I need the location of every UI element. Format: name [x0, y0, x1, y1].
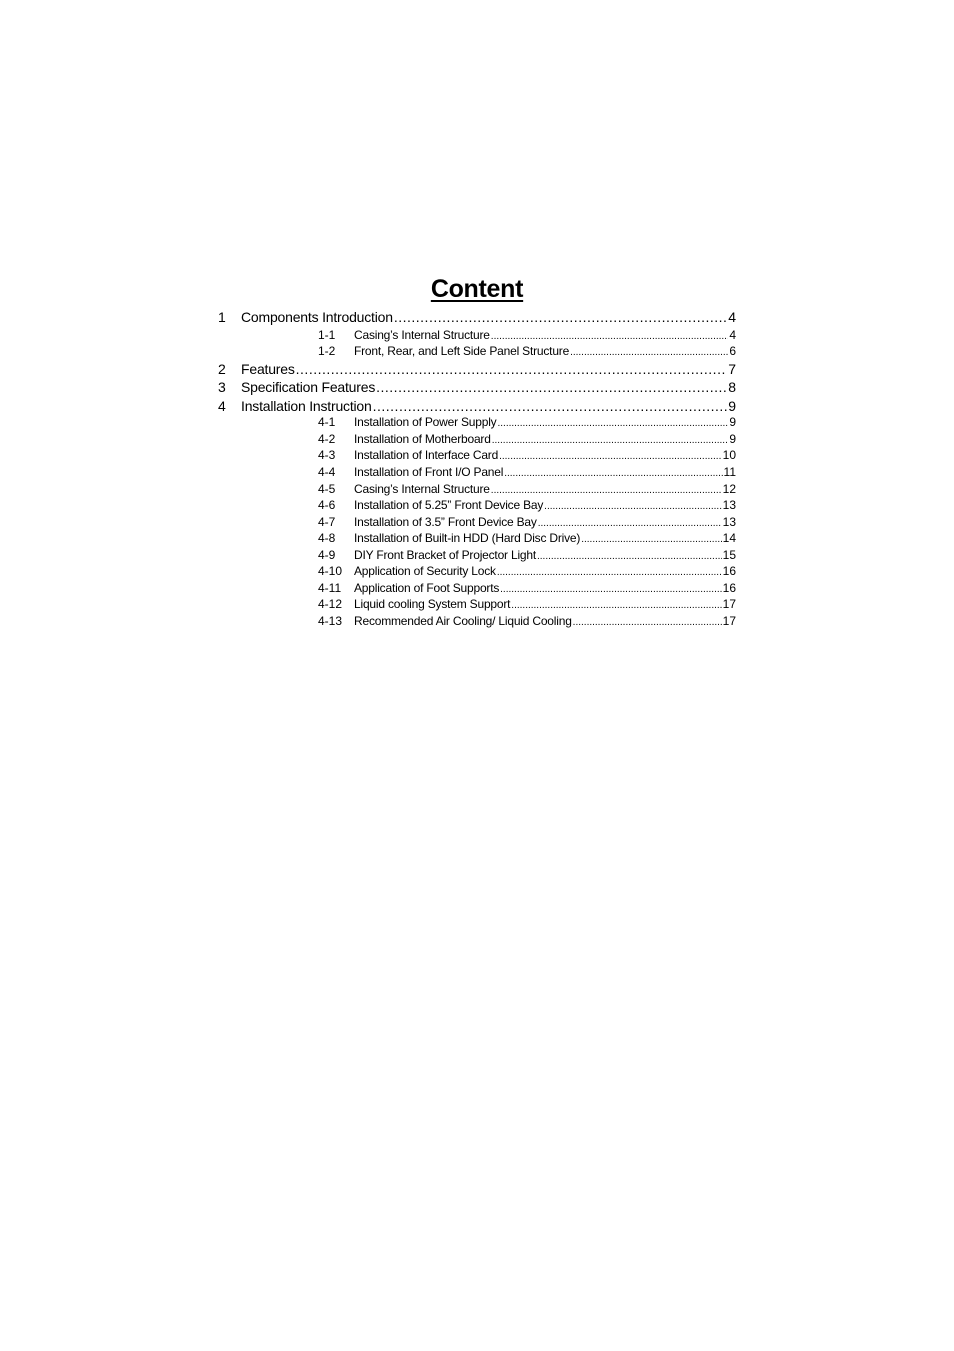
- toc-entry-number: 1: [218, 309, 226, 325]
- toc-entry-4-6[interactable]: [318, 497, 736, 513]
- toc-dot-leader: [373, 397, 728, 415]
- toc-dot-leader: [544, 497, 721, 513]
- toc-entry-4-3[interactable]: [318, 447, 736, 463]
- toc-dot-leader: [573, 613, 722, 629]
- toc-entry-title: Front, Rear, and Left Side Panel Structure: [354, 344, 570, 358]
- toc-dot-leader: [570, 343, 728, 359]
- toc-entry-title: DIY Front Bracket of Projector Light: [354, 548, 536, 562]
- toc-entry-page: 16: [722, 581, 736, 595]
- toc-entry-page: 16: [722, 564, 736, 578]
- toc-entry-title: Components Introduction: [241, 309, 393, 325]
- toc-entry-number: 2: [218, 361, 226, 377]
- toc-dot-leader: [296, 360, 728, 378]
- toc-entry-number: 4-9: [318, 548, 336, 562]
- toc-dot-leader: [492, 431, 729, 447]
- toc-entry-title: Installation of Motherboard: [354, 432, 491, 446]
- toc-entry-page: 14: [722, 531, 736, 545]
- toc-entry-title: Liquid cooling System Support: [354, 597, 511, 611]
- toc-entry-4[interactable]: [218, 397, 736, 415]
- toc-entry-number: 4-11: [318, 581, 342, 595]
- toc-dot-leader: [581, 530, 721, 546]
- toc-entry-3[interactable]: [218, 378, 736, 396]
- toc-dot-leader: [500, 580, 721, 596]
- toc-entry-page: 8: [728, 379, 736, 395]
- toc-entry-title: Installation Instruction: [241, 398, 372, 414]
- toc-entry-4-7[interactable]: [318, 514, 736, 530]
- toc-entry-page: 12: [722, 482, 736, 496]
- toc-entry-number: 1-1: [318, 328, 336, 342]
- toc-entry-number: 4-10: [318, 564, 343, 578]
- toc-entry-title: Installation of Power Supply: [354, 415, 497, 429]
- toc-entry-1[interactable]: [218, 308, 736, 326]
- toc-entry-1-2[interactable]: [318, 343, 736, 359]
- toc-entry-page: 6: [729, 344, 736, 358]
- toc-entry-number: 4-7: [318, 515, 336, 529]
- toc-entry-page: 9: [729, 432, 736, 446]
- toc-dot-leader: [491, 327, 729, 343]
- toc-entry-4-8[interactable]: [318, 530, 736, 546]
- toc-entry-4-4[interactable]: [318, 464, 736, 480]
- toc-entry-4-9[interactable]: [318, 547, 736, 563]
- toc-entry-title: Installation of 5.25” Front Device Bay: [354, 498, 544, 512]
- toc-entry-page: 9: [729, 415, 736, 429]
- toc-entry-4-1[interactable]: [318, 414, 736, 430]
- toc-entry-1-1[interactable]: [318, 327, 736, 343]
- toc-dot-leader: [394, 308, 727, 326]
- toc-entry-4-11[interactable]: [318, 580, 736, 596]
- toc-entry-title: Specification Features: [241, 379, 376, 395]
- toc-entry-page: 15: [722, 548, 736, 562]
- toc-entry-page: 17: [722, 614, 736, 628]
- toc-dot-leader: [538, 514, 722, 530]
- toc-entry-number: 4-8: [318, 531, 336, 545]
- toc-entry-title: Application of Security Lock: [354, 564, 496, 578]
- toc-dot-leader: [511, 596, 721, 612]
- toc-entry-title: Installation of 3.5” Front Device Bay: [354, 515, 537, 529]
- toc-entry-number: 4: [218, 398, 226, 414]
- toc-entry-page: 10: [722, 448, 736, 462]
- toc-entry-number: 4-1: [318, 415, 336, 429]
- toc-entry-number: 4-3: [318, 448, 336, 462]
- toc-entry-title: Installation of Built-in HDD (Hard Disc Drive): [354, 531, 581, 545]
- toc-entry-page: 11: [723, 465, 736, 479]
- toc-entry-title: Installation of Interface Card: [354, 448, 499, 462]
- toc-entry-title: Casing’s Internal Structure: [354, 328, 490, 342]
- toc-entry-number: 4-6: [318, 498, 336, 512]
- toc-entry-title: Features: [241, 361, 295, 377]
- toc-entry-number: 4-5: [318, 482, 336, 496]
- toc-dot-leader: [376, 378, 727, 396]
- toc-entry-number: 4-12: [318, 597, 343, 611]
- toc-entry-number: 3: [218, 379, 226, 395]
- toc-dot-leader: [504, 464, 722, 480]
- toc-dot-leader: [491, 481, 722, 497]
- toc-entry-number: 4-4: [318, 465, 336, 479]
- toc-dot-leader: [537, 547, 722, 563]
- toc-dot-leader: [497, 563, 722, 579]
- toc-entry-page: 13: [722, 498, 736, 512]
- toc-entry-number: 1-2: [318, 344, 336, 358]
- toc-entry-title: Application of Foot Supports: [354, 581, 500, 595]
- toc-entry-4-2[interactable]: [318, 431, 736, 447]
- toc-entry-4-13[interactable]: [318, 613, 736, 629]
- toc-entry-number: 4-13: [318, 614, 343, 628]
- toc-entry-title: Casing’s Internal Structure: [354, 482, 490, 496]
- toc-entry-page: 4: [729, 328, 736, 342]
- toc-entry-title: Recommended Air Cooling/ Liquid Cooling: [354, 614, 572, 628]
- toc-entry-page: 13: [722, 515, 736, 529]
- toc-entry-4-5[interactable]: [318, 481, 736, 497]
- toc-entry-title: Installation of Front I/O Panel: [354, 465, 504, 479]
- toc-entry-page: 7: [728, 361, 736, 377]
- toc-dot-leader: [497, 414, 728, 430]
- page-title: Content: [430, 274, 524, 303]
- toc-entry-2[interactable]: [218, 360, 736, 378]
- toc-entry-number: 4-2: [318, 432, 336, 446]
- toc-entry-4-10[interactable]: [318, 563, 736, 579]
- toc-dot-leader: [499, 447, 722, 463]
- toc-entry-page: 17: [722, 597, 736, 611]
- toc-entry-page: 4: [728, 309, 736, 325]
- toc-entry-4-12[interactable]: [318, 596, 736, 612]
- toc-entry-page: 9: [728, 398, 736, 414]
